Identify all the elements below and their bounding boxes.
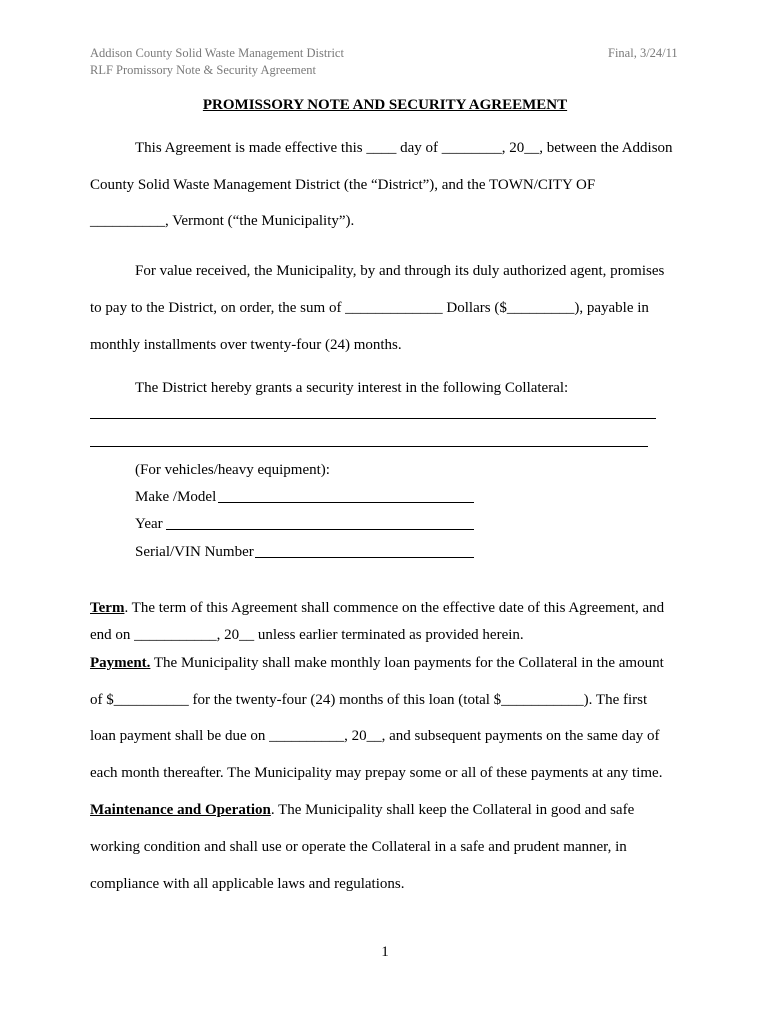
security-line-1: The District hereby grants a security interest in the following Collateral: <box>135 380 569 396</box>
maintenance-line-1 <box>90 802 634 819</box>
intro-line-3: __________, Vermont (“the Municipality”). <box>90 213 355 229</box>
payment-line-4: each month thereafter. The Municipality may prepay some or all of these payments at any time. <box>90 765 663 781</box>
document-title: PROMISSORY NOTE AND SECURITY AGREEMENT <box>202 97 568 113</box>
year-label: Year <box>135 516 163 532</box>
serial-vin-label: Serial/VIN Number <box>135 544 254 560</box>
maintenance-line-3: compliance with all applicable laws and regulations. <box>90 876 405 892</box>
make-model-blank <box>218 502 474 503</box>
payment-text: The Municipality shall make monthly loan payments for the Collateral in the amount <box>150 655 664 671</box>
value-line-1: For value received, the Municipality, by and through its duly authorized agent, promises <box>135 263 665 279</box>
maintenance-label: Maintenance and Operation <box>90 802 271 818</box>
header-org: Addison County Solid Waste Management District <box>90 46 344 60</box>
collateral-line-1 <box>90 418 656 419</box>
make-model-label: Make /Model <box>135 489 217 505</box>
header-version: Final, 3/24/11 <box>608 46 678 60</box>
serial-vin-blank <box>255 557 474 558</box>
intro-line-1: This Agreement is made effective this ____ day of ________, 20__, between the Addison <box>135 140 673 156</box>
payment-line-2: of $__________ for the twenty-four (24) months of this loan (total $___________). The first <box>90 692 648 708</box>
payment-line-3: loan payment shall be due on __________, 20__, and subsequent payments on the same day of <box>90 728 660 744</box>
value-line-3: monthly installments over twenty-four (24) months. <box>90 337 402 353</box>
vehicle-heading: (For vehicles/heavy equipment): <box>135 462 330 478</box>
maintenance-text: . The Municipality shall keep the Collateral in good and safe <box>270 802 635 818</box>
payment-line-1 <box>90 655 664 672</box>
collateral-line-2 <box>90 446 648 447</box>
term-line-1 <box>90 600 664 617</box>
term-text: . The term of this Agreement shall commence on the effective date of this Agreement, and <box>124 600 665 616</box>
term-label: Term <box>90 600 125 616</box>
year-blank <box>166 529 474 530</box>
header-doc-name: RLF Promissory Note & Security Agreement <box>90 63 317 77</box>
payment-label: Payment. <box>90 655 151 671</box>
term-line-2: end on ___________, 20__ unless earlier terminated as provided herein. <box>90 627 524 643</box>
maintenance-line-2: working condition and shall use or operate the Collateral in a safe and prudent manner, in <box>90 839 627 855</box>
page-number: 1 <box>381 944 389 960</box>
value-line-2: to pay to the District, on order, the sum of _____________ Dollars ($_________), payable in <box>90 300 649 316</box>
intro-line-2: County Solid Waste Management District (the “District”), and the TOWN/CITY OF <box>90 177 596 193</box>
